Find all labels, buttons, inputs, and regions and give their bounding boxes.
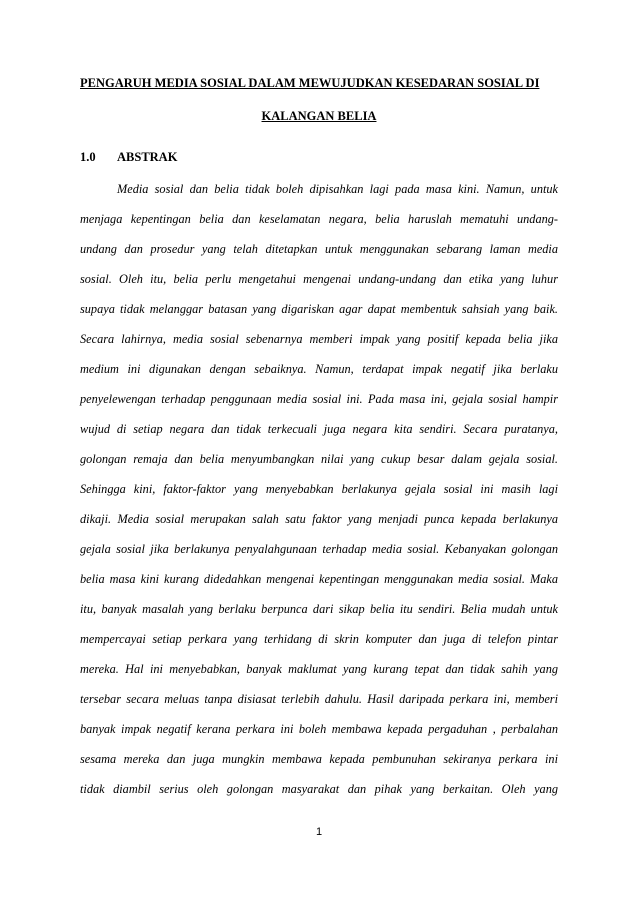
- body-text-line: itu, banyak masalah yang berlaku berpunca dari sikap belia itu sendiri. Belia mudah untuk: [80, 602, 558, 616]
- body-text-line: tersebar secara meluas tanpa disiasat terlebih dahulu. Hasil daripada perkara ini, memberi: [80, 692, 558, 706]
- body-text-line: mempercayai setiap perkara yang terhidang di skrin komputer dan juga di telefon pintar: [80, 632, 558, 646]
- body-text-line: Sehingga kini, faktor-faktor yang menyebabkan berlakunya gejala sosial ini masih lagi: [80, 482, 558, 496]
- body-text-line: tidak diambil serius oleh golongan masyarakat dan pihak yang berkaitan. Oleh yang: [80, 782, 558, 796]
- body-text-line: belia masa kini kurang didedahkan mengenai kepentingan menggunakan media sosial. Maka: [80, 572, 558, 586]
- body-text-line: gejala sosial jika berlakunya penyalahgunaan terhadap media sosial. Kebanyakan golongan: [80, 542, 558, 556]
- body-text-line: undang dan prosedur yang telah ditetapkan untuk menggunakan sebarang laman media: [80, 242, 558, 256]
- body-text-line: medium ini digunakan dengan sebaiknya. Namun, terdapat impak negatif jika berlaku: [80, 362, 558, 376]
- body-text-line: supaya tidak melanggar batasan yang digariskan agar dapat membentuk sahsiah yang baik.: [80, 302, 558, 316]
- body-text-line: golongan remaja dan belia menyumbangkan nilai yang cukup besar dalam gejala sosial.: [80, 452, 558, 466]
- page-number: 1: [315, 826, 323, 838]
- section-heading: [80, 150, 177, 165]
- section-title: ABSTRAK: [117, 150, 178, 164]
- document-title-line-2: KALANGAN BELIA: [261, 109, 377, 123]
- document-title-line-1: PENGARUH MEDIA SOSIAL DALAM MEWUJUDKAN KESEDARAN SOSIAL DI: [80, 76, 540, 90]
- body-text-line: Media sosial dan belia tidak boleh dipisahkan lagi pada masa kini. Namun, untuk: [117, 182, 558, 196]
- body-text-line: penyelewengan terhadap penggunaan media sosial ini. Pada masa ini, gejala sosial hampir: [80, 392, 558, 406]
- body-text-line: sesama mereka dan juga mungkin membawa kepada pembunuhan sekiranya perkara ini: [80, 752, 558, 766]
- body-text-line: menjaga kepentingan belia dan keselamatan negara, belia haruslah mematuhi undang-: [80, 212, 558, 226]
- body-text-line: mereka. Hal ini menyebabkan, banyak maklumat yang kurang tepat dan tidak sahih yang: [80, 662, 558, 676]
- section-number: 1.0: [80, 150, 96, 164]
- body-text-line: dikaji. Media sosial merupakan salah satu faktor yang menjadi punca kepada berlakunya: [80, 512, 558, 526]
- body-text-line: banyak impak negatif kerana perkara ini boleh membawa kepada pergaduhan , perbalahan: [80, 722, 558, 736]
- body-text-line: Secara lahirnya, media sosial sebenarnya memberi impak yang positif kepada belia jika: [80, 332, 558, 346]
- body-text-line: wujud di setiap negara dan tidak terkecuali juga negara kita sendiri. Secara puratanya,: [80, 422, 558, 436]
- body-text-line: sosial. Oleh itu, belia perlu mengetahui mengenai undang-undang dan etika yang luhur: [80, 272, 558, 286]
